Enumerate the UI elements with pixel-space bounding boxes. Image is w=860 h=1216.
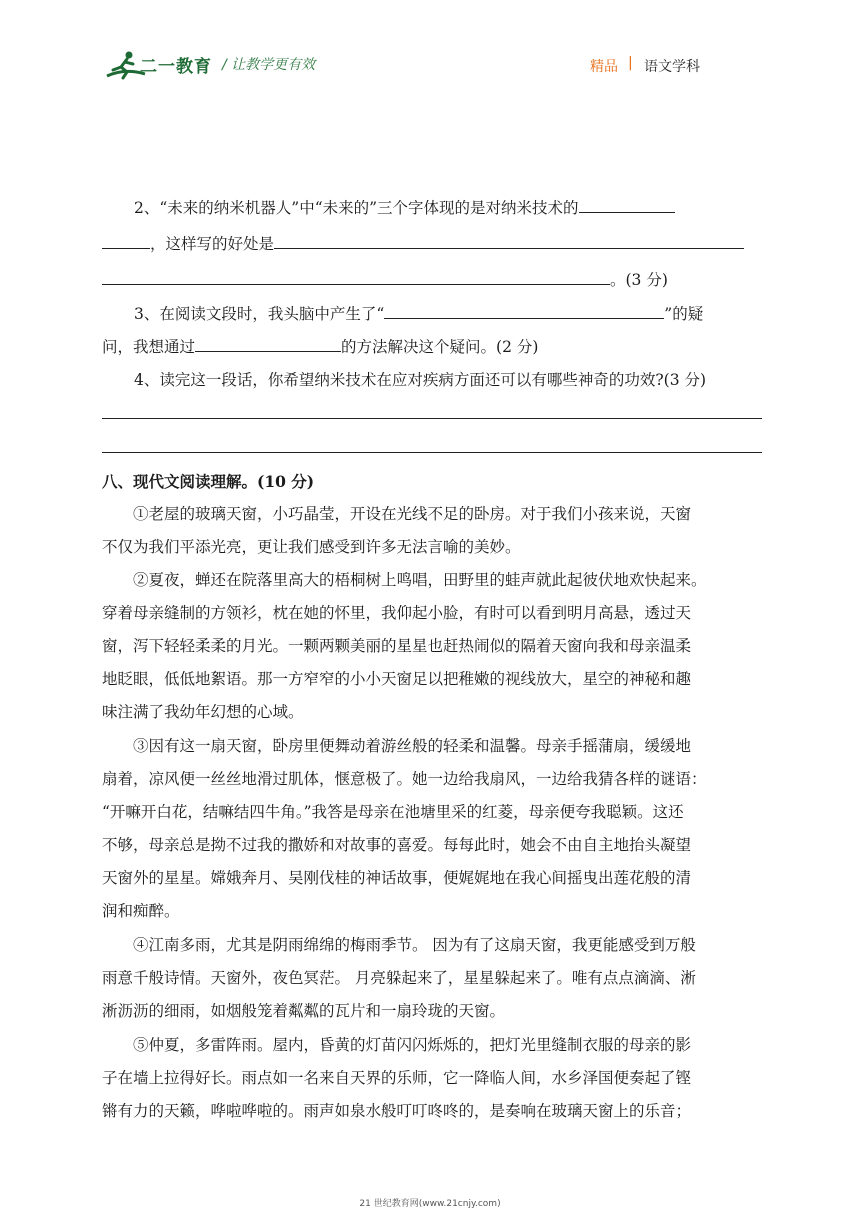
brand-slogan: / 让教学更有效: [222, 57, 316, 73]
question-2-line-1: [134, 196, 675, 218]
answer-blank[interactable]: [274, 232, 744, 249]
question-4-line: 4、读完这一段话，你希望纳米技术在应对疾病方面还可以有哪些神奇的功效?(3 分): [134, 371, 707, 389]
passage-line: 淅沥沥的细雨，如烟般笼着粼粼的瓦片和一扇玲珑的天窗。: [102, 1002, 506, 1020]
question-2-line-2: [102, 232, 744, 254]
passage-line: 味注满了我幼年幻想的心域。: [102, 703, 304, 721]
answer-blank[interactable]: [102, 232, 150, 249]
page-footer: 21 世纪教育网(www.21cnjy.com): [359, 1199, 501, 1209]
answer-line[interactable]: [102, 418, 762, 419]
passage-line: ④江南多雨，尤其是阴雨绵绵的梅雨季节。 因为有了这扇天窗，我更能感受到万般: [133, 936, 696, 954]
passage-line: 穿着母亲缝制的方领衫，枕在她的怀里，我仰起小脸，有时可以看到明月高悬，透过天: [102, 604, 692, 622]
question-3-line-1: [134, 302, 703, 324]
passage-line: 地眨眼，低低地絮语。那一方窄窄的小小天窗足以把稚嫩的视线放大，星空的神秘和趣: [102, 670, 692, 688]
question-3-text: 问，我想通过: [102, 338, 196, 356]
passage-line: ③因有这一扇天窗，卧房里便舞动着游丝般的轻柔和温馨。母亲手摇蒲扇，缓缓地: [133, 737, 692, 755]
passage-line: 窗，泻下轻轻柔柔的月光。一颗两颗美丽的星星也赶热闹似的隔着天窗向我和母亲温柔: [102, 637, 692, 655]
passage-line: 不够，母亲总是拗不过我的撒娇和对故事的喜爱。每每此时，她会不由自主地抬头凝望: [102, 836, 692, 854]
question-3-text: 的方法解决这个疑问。(2 分): [341, 338, 539, 356]
passage-line: ②夏夜，蝉还在院落里高大的梧桐树上鸣唱，田野里的蛙声就此起彼伏地欢快起来。: [133, 571, 707, 589]
passage-line: ⑤仲夏，多雷阵雨。屋内，昏黄的灯苗闪闪烁烁的，把灯光里缝制衣服的母亲的影: [133, 1036, 692, 1054]
answer-blank[interactable]: [102, 268, 610, 285]
question-3-line-2: [102, 335, 538, 357]
question-2-text: 2、“未来的纳米机器人”中“未来的”三个字体现的是对纳米技术的: [134, 199, 579, 217]
passage-line: 润和痴醉。: [102, 902, 180, 920]
question-2-text: ，这样写的好处是: [150, 235, 275, 253]
passage-line: 锵有力的天籁，哗啦哗啦的。雨声如泉水般叮叮咚咚的，是奏响在玻璃天窗上的乐音；: [102, 1102, 692, 1120]
passage-line: 扇着，凉风便一丝丝地滑过肌体，惬意极了。她一边给我扇风，一边给我猜各样的谜语：: [102, 770, 707, 788]
answer-blank[interactable]: [195, 335, 341, 352]
section-8-title: 八、现代文阅读理解。(10 分): [102, 472, 315, 491]
brand-name: 二一教育: [140, 57, 212, 77]
passage-line: 不仅为我们平添光亮，更让我们感受到许多无法言喻的美妙。: [102, 538, 521, 556]
passage-line: 天窗外的星星。嫦娥奔月、吴刚伐桂的神话故事，便娓娓地在我心间摇曳出莲花般的清: [102, 869, 692, 887]
answer-blank[interactable]: [384, 302, 664, 319]
passage-line: 子在墙上拉得好长。雨点如一名来自天界的乐师，它一降临人间，水乡泽国便奏起了铿: [102, 1069, 692, 1087]
answer-blank[interactable]: [579, 196, 675, 213]
passage-line: 雨意千般诗情。天窗外，夜色冥茫。 月亮躲起来了，星星躲起来了。唯有点点滴滴、淅: [102, 969, 696, 987]
question-3-text: 3、在阅读文段时，我头脑中产生了“: [134, 305, 385, 323]
premium-tag: 精品: [590, 59, 618, 75]
subject-tag: 语文学科: [644, 59, 700, 75]
question-3-text: ”的疑: [664, 305, 704, 323]
question-2-line-3: [102, 268, 668, 290]
question-2-score: 。(3 分): [610, 271, 668, 289]
passage-line: “开嘛开白花，结嘛结四牛角。”我答是母亲在池塘里采的红菱，母亲便夸我聪颖。这还: [102, 803, 684, 821]
header-separator: |: [628, 55, 633, 71]
answer-line[interactable]: [102, 452, 762, 453]
page-header: [0, 0, 860, 90]
passage-line: ①老屋的玻璃天窗，小巧晶莹，开设在光线不足的卧房。对于我们小孩来说，天窗: [133, 505, 692, 523]
